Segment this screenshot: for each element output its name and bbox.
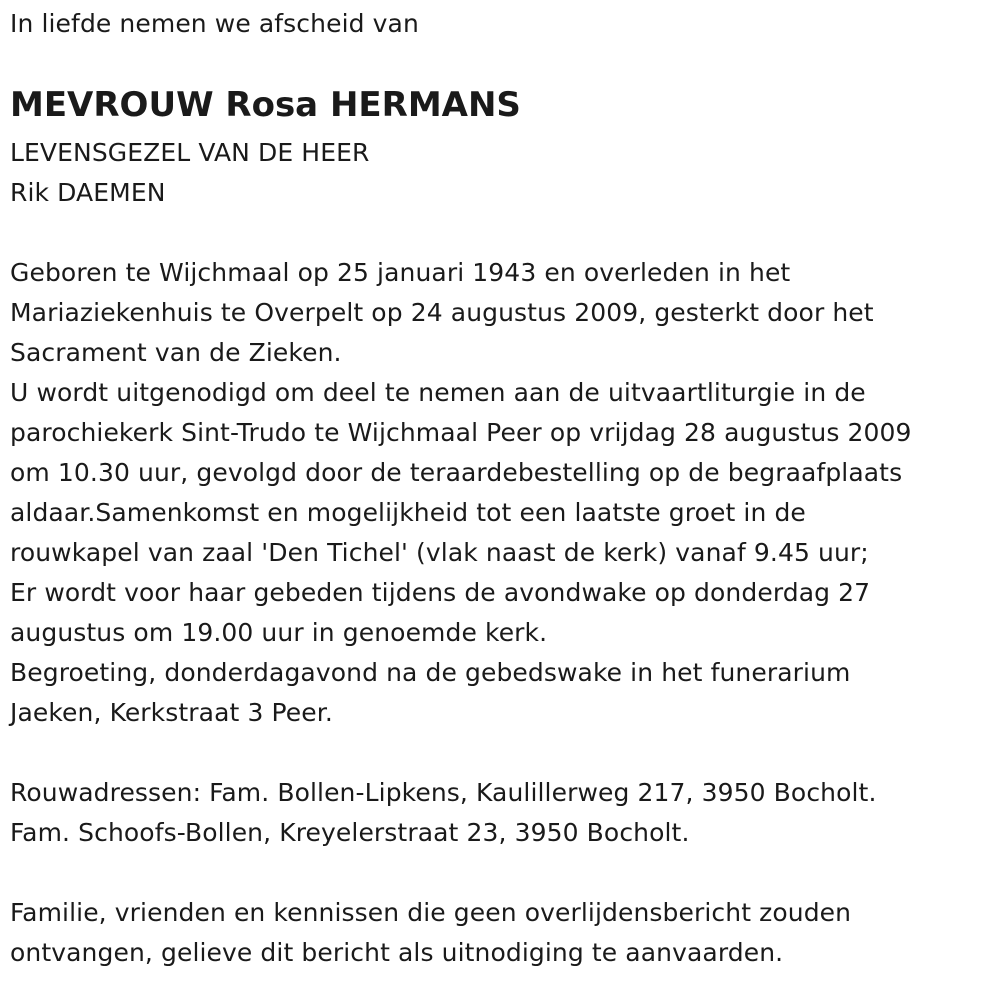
intro-text: In liefde nemen we afscheid van bbox=[10, 9, 419, 38]
body-line: U wordt uitgenodigd om deel te nemen aan de uitvaartliturgie in de bbox=[10, 378, 866, 407]
mourning-addresses bbox=[10, 773, 877, 853]
body-line: om 10.30 uur, gevolgd door de teraardebestelling op de begraafplaats bbox=[10, 458, 903, 487]
body-line: Begroeting, donderdagavond na de gebedswake in het funerarium bbox=[10, 658, 851, 687]
body-line: aldaar.Samenkomst en mogelijkheid tot een laatste groet in de bbox=[10, 498, 806, 527]
body-line: rouwkapel van zaal 'Den Tichel' (vlak naast de kerk) vanaf 9.45 uur; bbox=[10, 538, 869, 567]
body-line: Er wordt voor haar gebeden tijdens de avondwake op donderdag 27 bbox=[10, 578, 871, 607]
address-line: Fam. Schoofs-Bollen, Kreyelerstraat 23, 3950 Bocholt. bbox=[10, 818, 690, 847]
address-line: Rouwadressen: Fam. Bollen-Lipkens, Kaulillerweg 217, 3950 Bocholt. bbox=[10, 778, 877, 807]
body-line: Geboren te Wijchmaal op 25 januari 1943 en overleden in het bbox=[10, 258, 791, 287]
body-line: augustus om 19.00 uur in genoemde kerk. bbox=[10, 618, 548, 647]
closing-line: Familie, vrienden en kennissen die geen overlijdensbericht zouden bbox=[10, 898, 852, 927]
partner-title: LEVENSGEZEL VAN DE HEER bbox=[10, 138, 370, 167]
body-line: Mariaziekenhuis te Overpelt op 24 augustus 2009, gesterkt door het bbox=[10, 298, 874, 327]
deceased-name: MEVROUW Rosa HERMANS bbox=[10, 85, 521, 125]
body-line: Sacrament van de Zieken. bbox=[10, 338, 342, 367]
partner-block bbox=[10, 133, 369, 213]
ceremony-details bbox=[10, 253, 912, 733]
closing-note bbox=[10, 893, 851, 973]
body-line: parochiekerk Sint-Trudo te Wijchmaal Peer op vrijdag 28 augustus 2009 bbox=[10, 418, 912, 447]
body-line: Jaeken, Kerkstraat 3 Peer. bbox=[10, 698, 333, 727]
closing-line: ontvangen, gelieve dit bericht als uitnodiging te aanvaarden. bbox=[10, 938, 784, 967]
partner-name: Rik DAEMEN bbox=[10, 178, 166, 207]
